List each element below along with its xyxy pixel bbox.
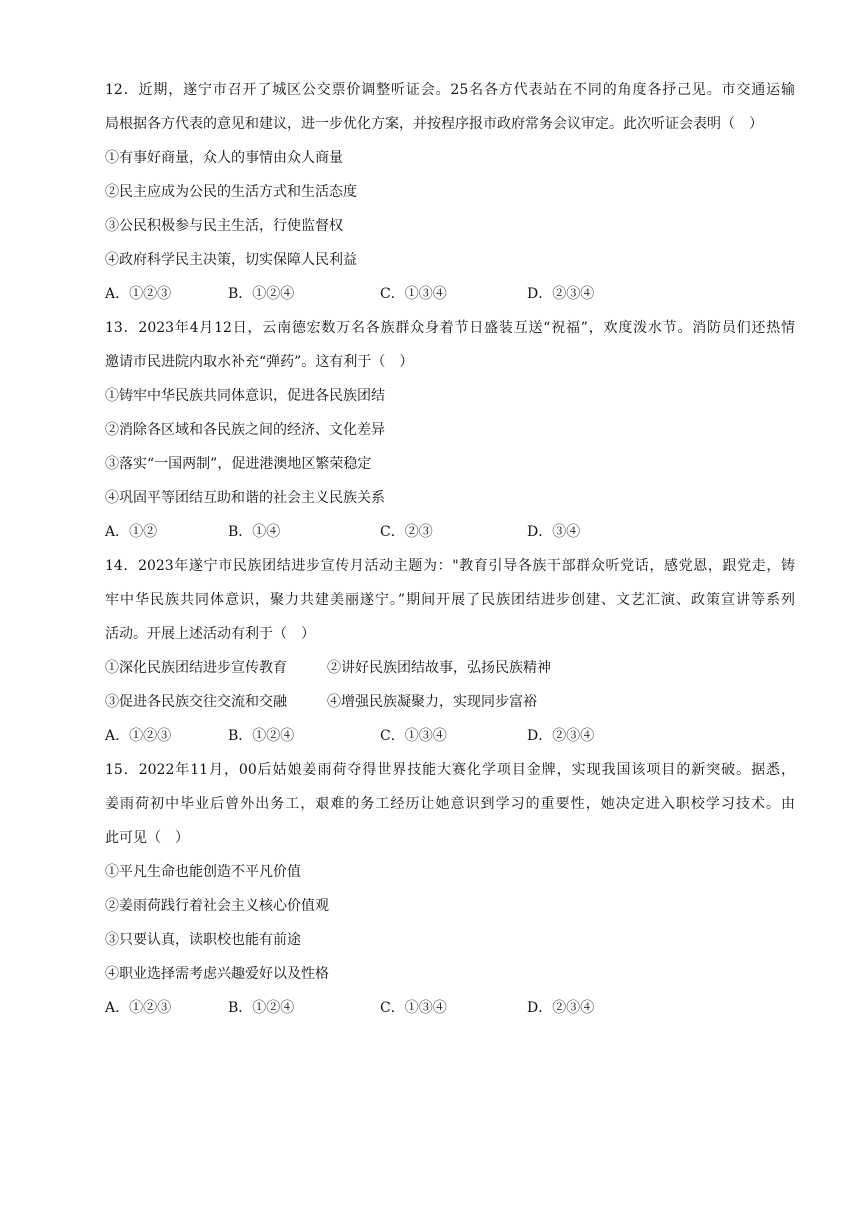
option-d: D．②③④ bbox=[527, 1000, 595, 1016]
statement: ③只要认真，读职校也能有前途 bbox=[105, 932, 301, 948]
question-stem-line: 15．2022年11月，00后姑娘姜雨荷夺得世界技能大赛化学项目金牌，实现我国该项目的新突破。据悉， bbox=[105, 762, 795, 778]
question-number: 14． bbox=[105, 558, 139, 574]
statement: ③公民积极参与民主生活，行使监督权 bbox=[105, 218, 343, 234]
question-stem-line: 14．2023年遂宁市民族团结进步宣传月活动主题为："教育引导各族干部群众听党话，感党恩，跟党走，铸 bbox=[105, 558, 795, 574]
option-a: A．①②③ bbox=[105, 1000, 172, 1016]
option-d: D．②③④ bbox=[527, 286, 595, 302]
question-stem-line: 13．2023年4月12日，云南德宏数万名各族群众身着节日盛装互送“祝福”，欢度泼水节。消防员们还热情 bbox=[105, 320, 795, 336]
statement: ③促进各民族交往交流和交融 bbox=[105, 694, 287, 710]
question-number: 13． bbox=[105, 320, 139, 336]
question-number: 15． bbox=[105, 762, 139, 778]
statement: ①平凡生命也能创造不平凡价值 bbox=[105, 864, 301, 880]
statement: ④增强民族凝聚力，实现同步富裕 bbox=[327, 694, 537, 710]
option-a: A．①② bbox=[105, 524, 158, 540]
statement: ③落实“一国两制”，促进港澳地区繁荣稳定 bbox=[105, 456, 372, 472]
statement: ②消除各区域和各民族之间的经济、文化差异 bbox=[105, 422, 385, 438]
question-stem-line: 邀请市民进院内取水补充“弹药”。这有利于（ ） bbox=[105, 354, 414, 370]
question-stem-line: 12．近期，遂宁市召开了城区公交票价调整听证会。25名各方代表站在不同的角度各抒己见。市交通运输 bbox=[105, 82, 795, 98]
option-b: B．①②④ bbox=[228, 728, 295, 744]
option-a: A．①②③ bbox=[105, 728, 172, 744]
statement: ①深化民族团结进步宣传教育 bbox=[105, 660, 287, 676]
statement: ④职业选择需考虑兴趣爱好以及性格 bbox=[105, 966, 329, 982]
option-d: D．②③④ bbox=[527, 728, 595, 744]
question-number: 12． bbox=[105, 82, 139, 98]
question-stem-line: 局根据各方代表的意见和建议，进一步优化方案，并按程序报市政府常务会议审定。此次听证会表明（ ） bbox=[105, 116, 763, 132]
option-a: A．①②③ bbox=[105, 286, 172, 302]
question-stem-line: 牢中华民族共同体意识，聚力共建美丽遂宁。”期间开展了民族团结进步创建、文艺汇演、政策宣讲等系列 bbox=[105, 592, 795, 608]
statement: ①铸牢中华民族共同体意识，促进各民族团结 bbox=[105, 388, 385, 404]
option-b: B．①②④ bbox=[228, 286, 295, 302]
statement: ①有事好商量，众人的事情由众人商量 bbox=[105, 150, 343, 166]
option-b: B．①②④ bbox=[228, 1000, 295, 1016]
option-c: C．①③④ bbox=[380, 1000, 447, 1016]
statement: ②讲好民族团结故事，弘扬民族精神 bbox=[327, 660, 551, 676]
statement: ②民主应成为公民的生活方式和生活态度 bbox=[105, 184, 357, 200]
option-c: C．②③ bbox=[380, 524, 433, 540]
statement: ④巩固平等团结互助和谐的社会主义民族关系 bbox=[105, 490, 385, 506]
option-c: C．①③④ bbox=[380, 728, 447, 744]
option-c: C．①③④ bbox=[380, 286, 447, 302]
statement: ④政府科学民主决策，切实保障人民利益 bbox=[105, 252, 357, 268]
option-b: B．①④ bbox=[228, 524, 281, 540]
question-stem-line: 活动。开展上述活动有利于（ ） bbox=[105, 626, 315, 642]
question-stem-line: 此可见（ ） bbox=[105, 830, 189, 846]
option-d: D．③④ bbox=[527, 524, 581, 540]
statement: ②姜雨荷践行着社会主义核心价值观 bbox=[105, 898, 329, 914]
question-stem-line: 姜雨荷初中毕业后曾外出务工，艰难的务工经历让她意识到学习的重要性，她决定进入职校学习技术。由 bbox=[105, 796, 795, 812]
